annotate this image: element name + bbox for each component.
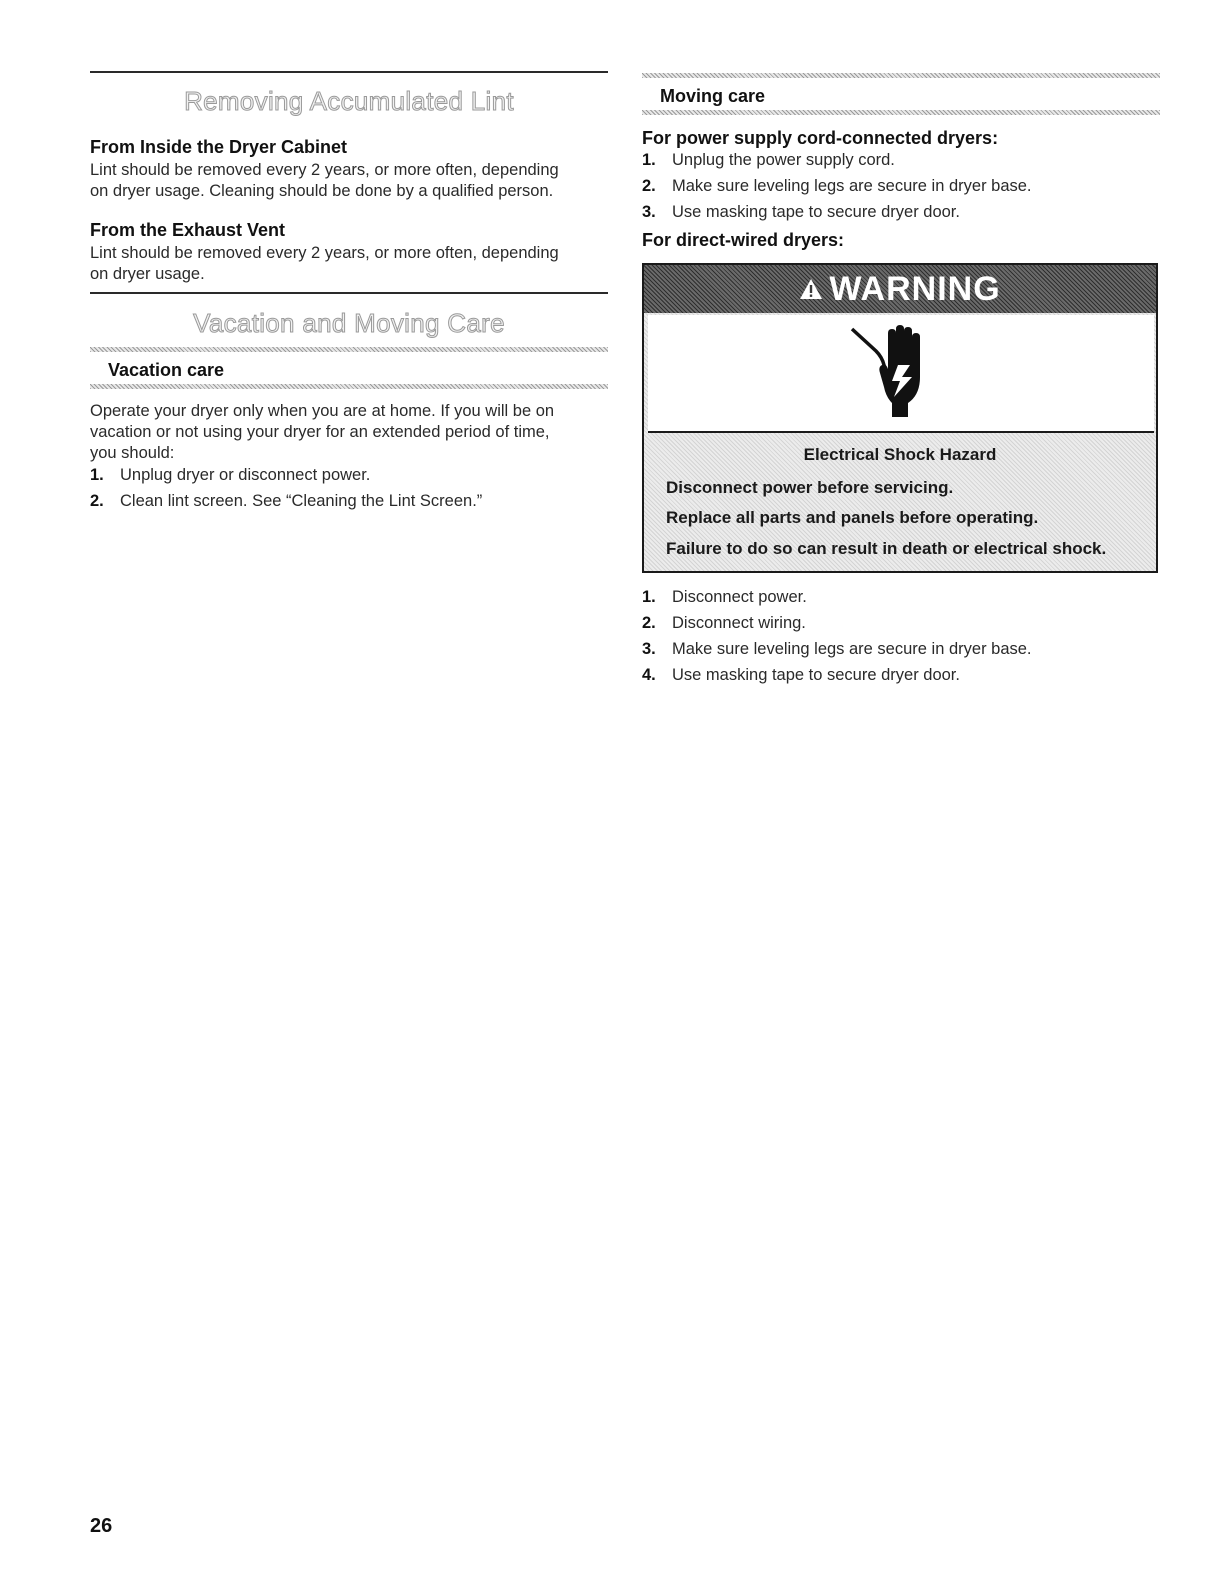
list-item: 2. Clean lint screen. See “Cleaning the Lint Screen.” [90,492,483,510]
direct-wired-heading: For direct-wired dryers: [642,230,845,250]
warning-header [644,265,1156,313]
section-divider [90,292,608,294]
list-item: 1. Disconnect power. [642,588,807,606]
moving-care-heading: Moving care [660,86,766,106]
vacation-text: Operate your dryer only when you are at home. If you will be on vacation or not using your dryer for an extended period of time, you should: [90,402,555,462]
warning-icon-area [648,315,1154,433]
vacation-steps-list [90,462,482,514]
exhaust-vent-heading: From the Exhaust Vent [90,220,286,240]
lint-section-title: Removing Accumulated Lint [184,86,514,116]
warning-title: WARNING [829,269,1001,308]
list-item: 1. Unplug dryer or disconnect power. [90,466,371,484]
section-divider [90,71,608,73]
list-item: 3. Use masking tape to secure dryer door. [642,203,960,221]
page-number: 26 [90,1515,113,1537]
band-bottom [642,110,1160,115]
warning-line-1: Disconnect power before servicing. [666,478,954,497]
cord-connected-heading: For power supply cord-connected dryers: [642,128,999,148]
warning-hazard-title: Electrical Shock Hazard [803,445,997,464]
inside-cabinet-text: Lint should be removed every 2 years, or more often, depending on dryer usage. Cleaning should be done by a qualified person. [90,161,559,200]
direct-steps-list [642,584,1032,688]
warning-triangle-icon [799,277,823,301]
exhaust-vent-text: Lint should be removed every 2 years, or more often, depending on dryer usage. [90,244,559,283]
list-item: 2. Disconnect wiring. [642,614,806,632]
band-bottom [90,384,608,389]
warning-line-2: Replace all parts and panels before operating. [666,508,1039,527]
band-top [642,73,1160,78]
warning-line-3: Failure to do so can result in death or electrical shock. [666,539,1107,558]
vacation-section-title: Vacation and Moving Care [193,308,505,338]
list-item: 1. Unplug the power supply cord. [642,151,895,169]
electrical-shock-hand-icon [848,325,948,421]
warning-box [642,263,1158,573]
cord-steps-list [642,147,1032,225]
inside-cabinet-heading: From Inside the Dryer Cabinet [90,137,348,157]
band-top [90,347,608,352]
vacation-care-heading: Vacation care [108,360,225,380]
list-item: 4. Use masking tape to secure dryer door. [642,666,960,684]
list-item: 3. Make sure leveling legs are secure in dryer base. [642,640,1032,658]
list-item: 2. Make sure leveling legs are secure in dryer base. [642,177,1032,195]
